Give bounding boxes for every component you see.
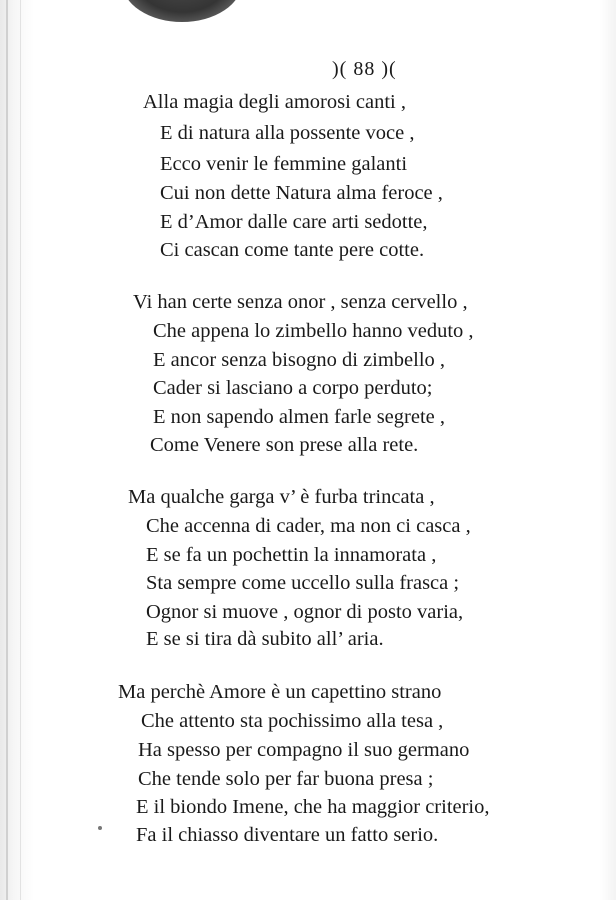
verse-line: Che tende solo per far buona presa ; <box>138 768 434 790</box>
verse-line: Ma qualche garga v’ è furba trincata , <box>128 486 435 508</box>
verse-line: E di natura alla possente voce , <box>160 122 415 144</box>
verse-line: Cui non dette Natura alma feroce , <box>160 182 443 204</box>
verse-line: Che accenna di cader, ma non ci casca , <box>146 515 471 537</box>
verse-line: Come Venere son prese alla rete. <box>150 434 419 456</box>
verse-line: Ha spesso per compagno il suo germano <box>138 739 470 761</box>
verse-line: Fa il chiasso diventare un fatto serio. <box>136 824 439 846</box>
page-number: )( 88 )( <box>332 58 397 80</box>
page-binding-edge <box>6 0 8 900</box>
library-stamp-mark <box>122 0 242 22</box>
verse-line: E d’Amor dalle care arti sedotte, <box>160 211 428 233</box>
verse-line: E il biondo Imene, che ha maggior criterio, <box>136 796 490 818</box>
verse-line: Cader si lasciano a corpo perduto; <box>153 377 433 399</box>
verse-line: E se fa un pochettin la innamorata , <box>146 544 437 566</box>
verse-line: Vi han certe senza onor , senza cervello , <box>133 291 468 313</box>
verse-line: Ognor si muove , ognor di posto varia, <box>146 601 464 623</box>
verse-line: Sta sempre come uccello sulla frasca ; <box>146 572 460 594</box>
verse-line: Ecco venir le femmine galanti <box>160 153 408 175</box>
verse-line: Ma perchè Amore è un capettino strano <box>118 681 442 703</box>
verse-line: Alla magia degli amorosi canti , <box>143 91 407 113</box>
verse-line: Ci cascan come tante pere cotte. <box>160 239 425 261</box>
verse-line: E se si tira dà subito all’ aria. <box>146 628 384 650</box>
verse-line: E non sapendo almen farle segrete , <box>153 406 446 428</box>
verse-line: E ancor senza bisogno di zimbello , <box>153 349 446 371</box>
page-binding-shadow <box>20 0 21 900</box>
verse-line: Che appena lo zimbello hanno veduto , <box>153 320 474 342</box>
verse-line: Che attento sta pochissimo alla tesa , <box>141 710 444 732</box>
ink-speck <box>98 826 102 830</box>
